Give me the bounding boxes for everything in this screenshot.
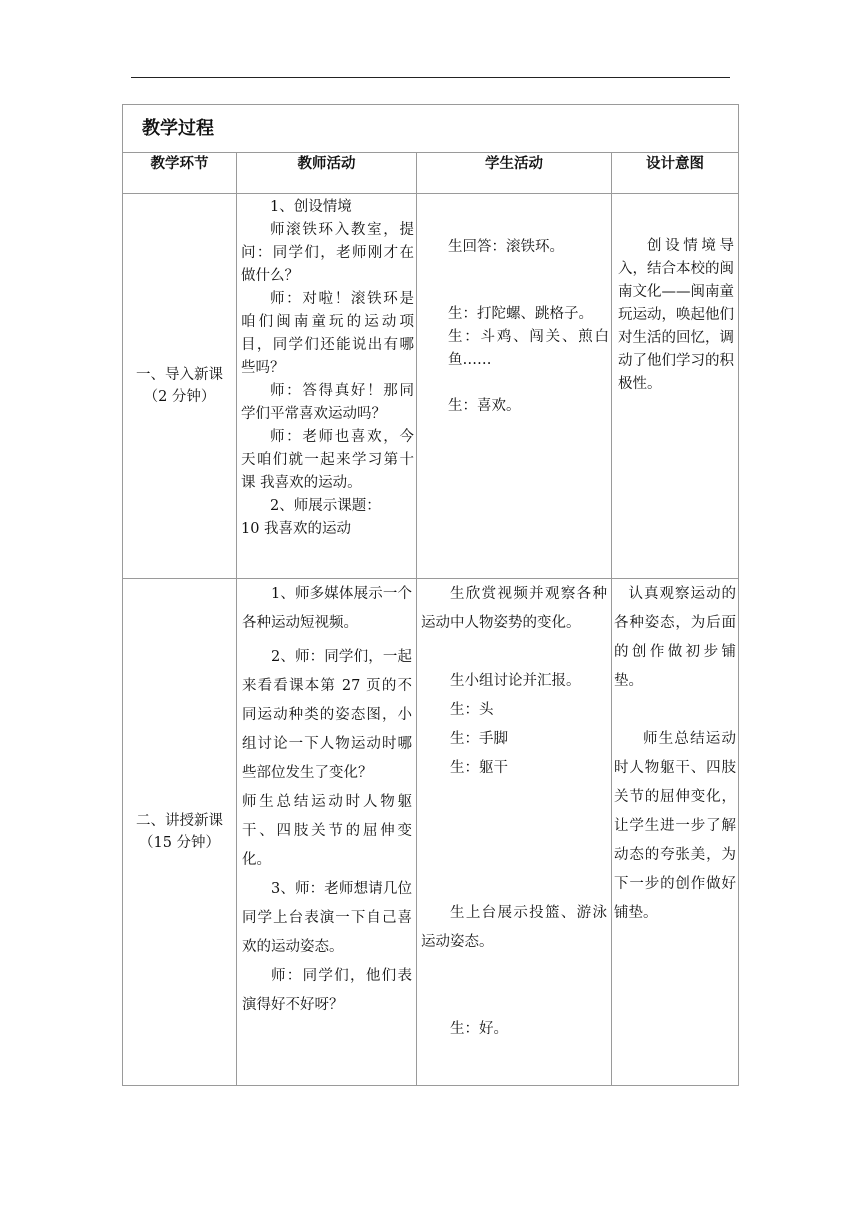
student-activity-cell <box>417 579 612 1086</box>
stage-cell <box>123 194 237 579</box>
table-row <box>123 579 739 1086</box>
header-intent: 设计意图 <box>612 153 739 194</box>
teacher-text: 2、师：同学们，一起来看看课本第 27 页的不同运动种类的姿态图，小组讨论一下人物运动时哪些部位发生了变化？ <box>242 649 412 781</box>
student-text: 生：打陀螺、跳格子。 <box>448 306 593 322</box>
student-activity-cell <box>417 194 612 579</box>
student-text: 生回答：滚铁环。 <box>448 239 564 255</box>
student-text: 生：喜欢。 <box>448 398 521 414</box>
stage-duration: （2 分钟） <box>143 389 216 405</box>
student-text: 生上台展示投篮、游泳运动姿态。 <box>421 905 607 950</box>
teacher-text: 3、师：老师想请几位同学上台表演一下自己喜欢的运动姿态。 <box>242 881 412 955</box>
header-rule <box>131 77 730 78</box>
student-text: 生欣赏视频并观察各种运动中人物姿势的变化。 <box>421 586 607 631</box>
teacher-activity-cell <box>237 194 417 579</box>
header-student: 学生活动 <box>417 153 612 194</box>
header-teacher: 教师活动 <box>237 153 417 194</box>
title-row <box>123 105 739 153</box>
teacher-text: 1、创设情境 <box>270 199 352 215</box>
stage-name: 一、导入新课 <box>136 367 223 383</box>
student-text: 生：头 <box>450 702 494 718</box>
student-text: 生：躯干 <box>450 760 508 776</box>
teacher-text: 2、师展示课题： <box>270 498 381 514</box>
intent-text: 创设情境导入，结合本校的闽南文化——闽南童玩运动，唤起他们对生活的回忆，调动了他们学习的积极性。 <box>618 238 734 392</box>
teacher-text: 10 我喜欢的运动 <box>241 521 352 537</box>
stage-name: 二、讲授新课 <box>136 813 223 829</box>
teacher-text: 师：同学们，他们表演得好不好呀？ <box>242 968 412 1013</box>
stage-cell <box>123 579 237 1086</box>
teacher-text: 师：老师也喜欢，今天咱们就一起来学习第十课 我喜欢的运动。 <box>241 429 414 491</box>
stage-duration: （15 分钟） <box>138 835 221 851</box>
teacher-text: 师：对啦！滚铁环是咱们闽南童玩的运动项目，同学们还能说出有哪些吗？ <box>241 291 414 376</box>
intent-text: 认真观察运动的各种姿态，为后面的创作做初步铺垫。 <box>614 586 736 689</box>
table-row <box>123 194 739 579</box>
header-row <box>123 153 739 194</box>
student-text: 生：斗鸡、闯关、煎白鱼…… <box>448 329 609 368</box>
teacher-text: 师生总结运动时人物躯干、四肢关节的屈伸变化。 <box>242 794 412 868</box>
teacher-text: 师滚铁环入教室，提问：同学们，老师刚才在做什么？ <box>241 222 414 284</box>
lesson-table <box>122 104 739 1086</box>
student-text: 生：手脚 <box>450 731 508 747</box>
teacher-activity-cell <box>237 579 417 1086</box>
section-title: 教学过程 <box>123 105 739 153</box>
design-intent-cell <box>612 579 739 1086</box>
intent-text: 师生总结运动时人物躯干、四肢关节的屈伸变化，让学生进一步了解动态的夸张美，为下一步的创作做好铺垫。 <box>614 731 736 921</box>
teacher-text: 1、师多媒体展示一个各种运动短视频。 <box>242 586 412 631</box>
student-text: 生：好。 <box>450 1021 508 1037</box>
header-stage: 教学环节 <box>123 153 237 194</box>
student-text: 生小组讨论并汇报。 <box>450 673 581 689</box>
teacher-text: 师：答得真好！那同学们平常喜欢运动吗？ <box>241 383 414 422</box>
design-intent-cell <box>612 194 739 579</box>
